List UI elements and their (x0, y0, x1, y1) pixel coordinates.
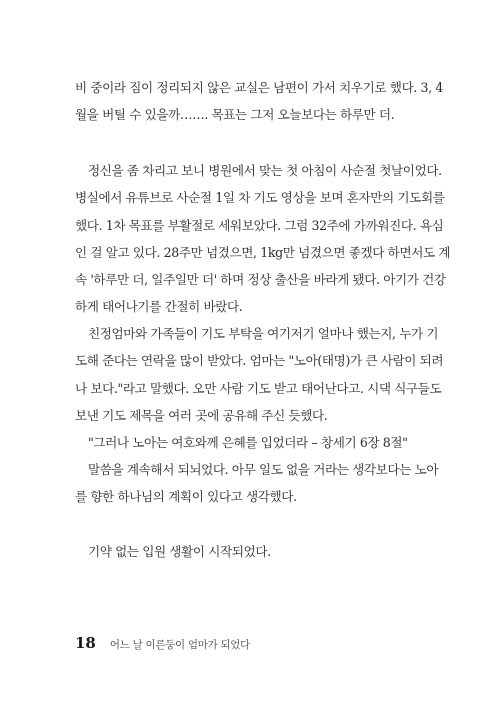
text-line: "그러나 노아는 여호와께 은혜를 입었더라 – 창세기 6장 8절" (88, 435, 408, 450)
text-line: 병실에서 유튜브로 사순절 1일 차 기도 영상을 보며 혼자만의 기도회를 (75, 190, 445, 206)
text-line: 정신을 좀 차리고 보니 병원에서 맞는 첫 아침이 사순절 첫날이었다. (88, 163, 442, 178)
text-line: 보낸 기도 제목을 여러 곳에 공유해 주신 듯했다. (75, 407, 328, 423)
text-line: 친정엄마와 가족들이 기도 부탁을 여기저기 얼마나 했는지, 누가 기 (88, 326, 439, 341)
text-line: 월을 버틸 수 있을까……. 목표는 그저 오늘보다는 하루만 더. (75, 107, 395, 123)
text-line: 기약 없는 입원 생활이 시작되었다. (88, 544, 271, 559)
text-line: 를 향한 하나님의 계획이 있다고 생각했다. (75, 489, 297, 505)
text-line: 나 보다."라고 말했다. 오만 사람 기도 받고 태어난다고. 시댁 식구들도 (75, 380, 442, 396)
scripture-quote (75, 429, 427, 456)
page-number: 18 (75, 634, 96, 652)
paragraph-6 (75, 538, 427, 565)
text-line: 말씀을 계속해서 되뇌었다. 아무 일도 없을 거라는 생각보다는 노아 (88, 462, 439, 477)
text-line: 속 '하루만 더, 일주일만 더' 하며 정상 출산을 바라게 됐다. 아기가 건강 (75, 272, 446, 288)
text-line: 인 걸 알고 있다. 28주만 넘겼으면, 1kg만 넘겼으면 좋겠다 하면서도 계 (75, 244, 451, 260)
paragraph-5 (75, 456, 439, 511)
text-line: 했다. 1차 목표를 부활절로 세워보았다. 그럼 32주에 가까워진다. 욕심 (75, 217, 444, 233)
running-title: 어느 날 이른둥이 엄마가 되었다 (109, 639, 250, 651)
text-line: 도해 준다는 연락을 많이 받았다. 엄마는 "노아(태명)가 큰 사람이 되려 (75, 353, 444, 369)
page-footer (75, 634, 250, 656)
text-line: 하게 태어나기를 간절히 바랐다. (75, 299, 243, 315)
text-line: 비 중이라 짐이 정리되지 않은 교실은 남편이 가서 치우기로 했다. 3, 4 (75, 80, 443, 95)
paragraph-1 (75, 74, 443, 129)
paragraph-3 (75, 320, 444, 429)
paragraph-2 (75, 157, 451, 321)
